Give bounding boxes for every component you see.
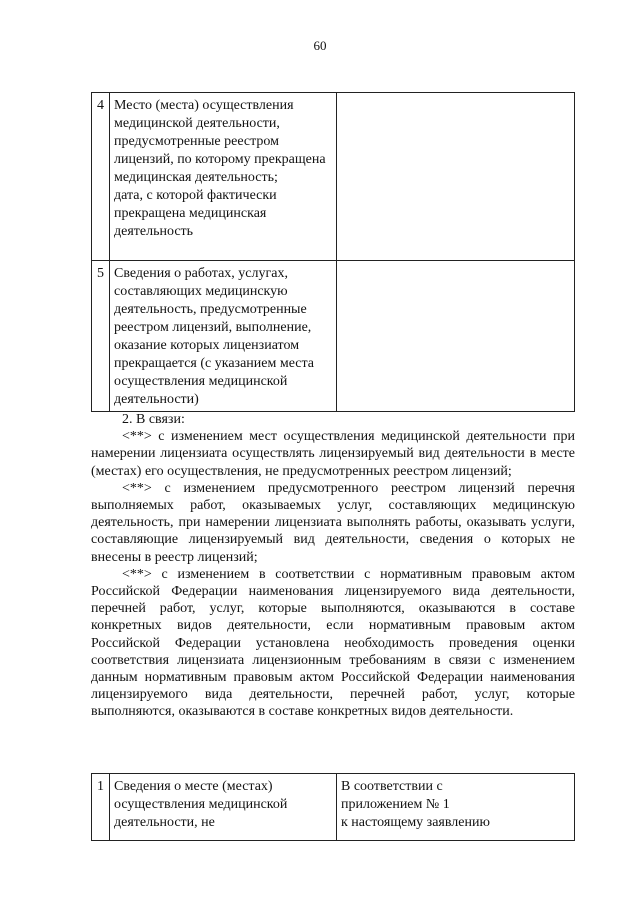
section-paragraph: <**> с изменением мест осуществления медицинской деятельности при намерении лицензиата осуществлять лицензируемый вид деятельности в месте (местах) его осуществления, не предусмотренных реестром лицензий; (91, 429, 575, 479)
row-number: 5 (92, 261, 110, 412)
section-heading: 2. В связи: (122, 412, 185, 427)
row-value-cell[interactable] (337, 261, 575, 412)
row-description: Место (места) осуществления медицинской деятельности, предусмотренные реестром лицензий, по которому прекращена медицинская деятельность; дата, с которой фактически прекращена медицинская деятельность (110, 93, 337, 261)
table-row (92, 261, 575, 412)
row-description: Сведения о работах, услугах, составляющих медицинскую деятельность, предусмотренные реестром лицензий, выполнение, оказание которых лицензиатом прекращается (с указанием места осуществления медицинской деятельности) (110, 261, 337, 412)
row-number: 4 (92, 93, 110, 261)
location-info-table (91, 773, 575, 841)
row-number: 1 (92, 774, 110, 841)
section-paragraph: <**> с изменением предусмотренного реестром лицензий перечня выполняемых работ, оказываемых услуг, составляющих медицинскую деятельность, при намерении лицензиата выполнять работы, оказывать услуги, составляющие лицензируемый вид деятельности, сведения о которых не внесены в реестр лицензий; (91, 480, 575, 565)
section-paragraph: <**> с изменением в соответствии с нормативным правовым актом Российской Федерации наименования лицензируемого вида деятельности, перечней работ, услуг, которые выполняются, оказываются в составе конкретных видов деятельности, если нормативным правовым актом Российской Федерации установлена необходимость проведения оценки соответствия лицензиата лицензионным требованиям в связи с изменением данным нормативным правовым актом Российской Федерации наименования лицензируемого вида деятельности, перечней работ, услуг, которые выполняются, оказываются в составе конкретных видов деятельности. (91, 566, 575, 720)
row-value-cell: В соответствии с приложением № 1 к настоящему заявлению (337, 774, 575, 841)
section-body (91, 411, 575, 721)
row-value-cell[interactable] (337, 93, 575, 261)
table-row (92, 774, 575, 841)
row-description: Сведения о месте (местах) осуществления медицинской деятельности, не (110, 774, 337, 841)
table-row (92, 93, 575, 261)
license-info-table (91, 92, 575, 412)
page-number: 60 (313, 38, 327, 53)
